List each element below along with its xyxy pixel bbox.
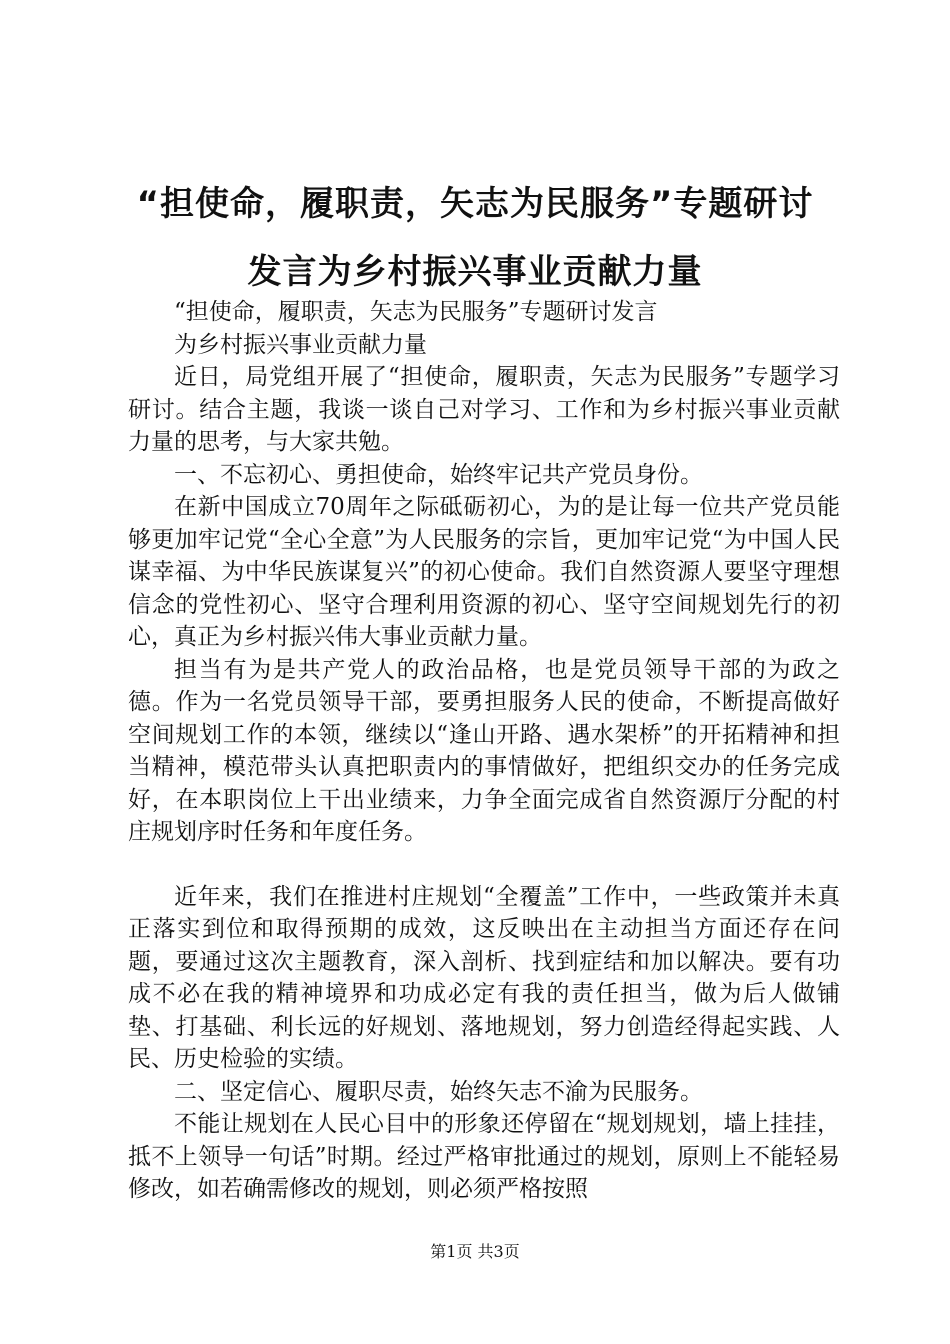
paragraph: 不能让规划在人民心目中的形象还停留在“规划规划，墙上挂挂，抵不上领导一句话”时期。经过严格审批通过的规划，原则上不能轻易修改，如若确需修改的规划，则必须严格按照 [128, 1111, 840, 1202]
page-footer: 第1页 共3页 [430, 1242, 520, 1261]
title-line-2: 发言为乡村振兴事业贡献力量 [247, 252, 703, 292]
section-heading-1: 一、不忘初心、勇担使命，始终牢记共产党员身份。 [174, 461, 703, 488]
section-heading-2: 二、坚定信心、履职尽责，始终矢志不渝为民服务。 [174, 1078, 703, 1105]
document-title [90, 170, 860, 306]
paragraph: 在新中国成立70周年之际砥砺初心，为的是让每一位共产党员能够更加牢记党“全心全意”为人民服务的宗旨，更加牢记党“为中国人民谋幸福、为中华民族谋复兴”的初心使命。我们自然资源人要坚守理想信念的党性初心、坚守合理利用资源的初心、坚守空间规划先行的初心，真正为乡村振兴伟大事业贡献力量。 [128, 494, 840, 650]
subtitle-line-1: “担使命，履职责，矢志为民服务”专题研讨发言 [174, 299, 658, 325]
subtitle-line-2: 为乡村振兴事业贡献力量 [174, 331, 427, 358]
paragraph: 担当有为是共产党人的政治品格，也是党员领导干部的为政之德。作为一名党员领导干部，要勇担服务人民的使命，不断提高做好空间规划工作的本领，继续以“逢山开路、遇水架桥”的开拓精神和担当精神，模范带头认真把职责内的事情做好，把组织交办的任务完成好，在本职岗位上干出业绩来，力争全面完成省自然资源厅分配的村庄规划序时任务和年度任务。 [128, 656, 840, 845]
paragraph: 近年来，我们在推进村庄规划“全覆盖”工作中，一些政策并未真正落实到位和取得预期的成效，这反映出在主动担当方面还存在问题，要通过这次主题教育，深入剖析、找到症结和加以解决。要有功成不必在我的精神境界和功成必定有我的责任担当，做为后人做铺垫、打基础、利长远的好规划、落地规划，努力创造经得起实践、人民、历史检验的实绩。 [128, 883, 840, 1072]
title-line-1: “担使命，履职责，矢志为民服务”专题研讨 [136, 184, 814, 224]
paragraph: 近日，局党组开展了“担使命，履职责，矢志为民服务”专题学习研讨。结合主题，我谈一谈自己对学习、工作和为乡村振兴事业贡献力量的思考，与大家共勉。 [128, 364, 840, 455]
document-body [128, 296, 840, 1206]
